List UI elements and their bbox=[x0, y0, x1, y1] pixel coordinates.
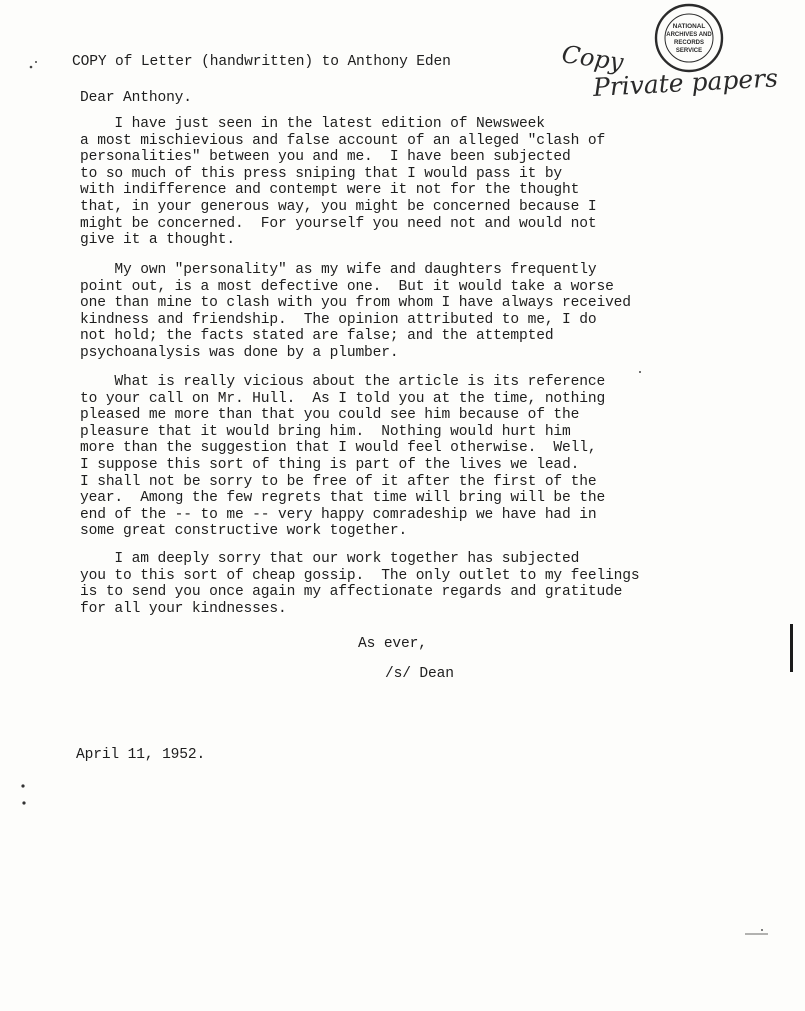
letter-line: point out, is a most defective one. But it would take a worse bbox=[80, 278, 614, 295]
letter-line: to so much of this press sniping that I would pass it by bbox=[80, 165, 563, 182]
handwritten-copy-note: Copy bbox=[560, 40, 626, 77]
scan-speck bbox=[35, 61, 37, 63]
letter-date: April 11, 1952. bbox=[76, 747, 206, 763]
scan-speck bbox=[761, 929, 763, 931]
scan-speck bbox=[30, 66, 33, 69]
letter-line: give it a thought. bbox=[80, 232, 235, 249]
scan-speck bbox=[22, 801, 25, 804]
closing: As ever, bbox=[358, 636, 427, 652]
stamp-line: ARCHIVES AND bbox=[666, 32, 712, 38]
letter-line: psychoanalysis was done by a plumber. bbox=[80, 344, 399, 361]
letter-line: one than mine to clash with you from whom I have always received bbox=[80, 295, 631, 312]
letter-line: not hold; the facts stated are false; and the attempted bbox=[80, 328, 554, 345]
letter-line: personalities" between you and me. I have been subjected bbox=[80, 149, 571, 166]
signature: /s/ Dean bbox=[385, 666, 454, 682]
letter-line: year. Among the few regrets that time will bring will be the bbox=[80, 490, 606, 507]
stamp-line: SERVICE bbox=[675, 48, 703, 54]
paragraph-4 bbox=[80, 551, 720, 617]
paragraph-2 bbox=[80, 262, 720, 362]
letter-line: I suppose this sort of thing is part of the lives we lead. bbox=[80, 456, 580, 473]
letter-line: is to send you once again my affectionate regards and gratitude bbox=[80, 584, 623, 601]
letter-line: might be concerned. For yourself you need not and would not bbox=[80, 215, 597, 232]
margin-bar bbox=[790, 624, 793, 672]
letter-line: for all your kindnesses. bbox=[80, 600, 287, 617]
letter-line: pleased me more than that you could see him because of the bbox=[80, 407, 580, 424]
scan-speck bbox=[21, 784, 24, 787]
scan-speck bbox=[639, 371, 641, 373]
letter-line: a most mischievious and false account of an alleged "clash of bbox=[80, 132, 606, 149]
document-header: COPY of Letter (handwritten) to Anthony Eden bbox=[72, 54, 451, 70]
letter-line: What is really vicious about the article is its reference bbox=[80, 374, 606, 390]
letter-line: more than the suggestion that I would feel otherwise. Well, bbox=[80, 440, 597, 457]
archive-stamp bbox=[654, 3, 724, 73]
paragraph-3 bbox=[80, 374, 720, 540]
letter-line: My own "personality" as my wife and daughters frequently bbox=[80, 262, 597, 278]
letter-line: pleasure that it would bring him. Nothing would hurt him bbox=[80, 423, 571, 440]
paragraph-1 bbox=[80, 116, 720, 249]
letter-line: end of the -- to me -- very happy comradeship we have had in bbox=[80, 506, 597, 523]
letter-line: some great constructive work together. bbox=[80, 523, 408, 540]
letter-line: that, in your generous way, you might be concerned because I bbox=[80, 198, 597, 215]
letter-line: with indifference and contempt were it not for the thought bbox=[80, 182, 580, 199]
stamp-line: RECORDS bbox=[673, 40, 705, 46]
letter-line: I am deeply sorry that our work together has subjected bbox=[80, 551, 580, 567]
letter-line: I shall not be sorry to be free of it after the first of the bbox=[80, 473, 597, 490]
letter-line: to your call on Mr. Hull. As I told you at the time, nothing bbox=[80, 390, 606, 407]
handwritten-private-note: Private papers bbox=[592, 63, 779, 102]
letter-line: kindness and friendship. The opinion attributed to me, I do bbox=[80, 311, 597, 328]
letter-line: I have just seen in the latest edition of Newsweek bbox=[80, 116, 545, 132]
salutation: Dear Anthony. bbox=[80, 90, 192, 106]
letter-line: you to this sort of cheap gossip. The only outlet to my feelings bbox=[80, 567, 640, 584]
stamp-line: NATIONAL bbox=[672, 23, 706, 30]
